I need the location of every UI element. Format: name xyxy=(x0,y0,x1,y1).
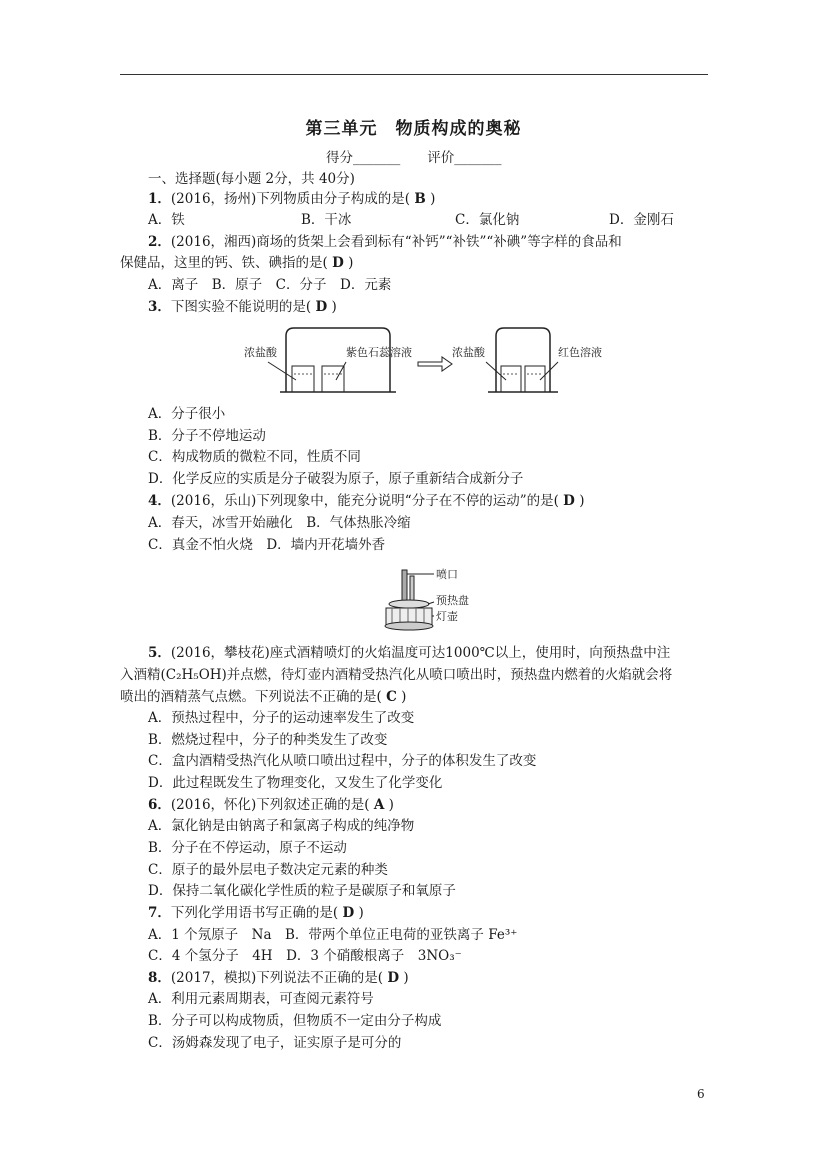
option-d: D．此过程既发生了物理变化，又发生了化学变化 xyxy=(148,775,443,791)
page-number: 6 xyxy=(697,1087,705,1101)
question-2-stem-line1 xyxy=(148,233,622,251)
question-3-stem xyxy=(148,298,337,316)
page-title: 第三单元 物质构成的奥秘 xyxy=(305,119,522,139)
answer: D xyxy=(387,970,400,986)
bell-jar xyxy=(496,328,550,392)
question-text: (2016，扬州)下列物质由分子构成的是( xyxy=(170,191,411,207)
question-number: 5． xyxy=(148,645,171,661)
question-7-stem xyxy=(148,904,364,922)
question-4-stem xyxy=(148,492,584,510)
options-row: A．1 个氖原子 Na B．带两个单位正电荷的亚铁离子 Fe³⁺ xyxy=(148,927,518,943)
question-number: 1． xyxy=(148,191,171,207)
question-2-stem-line2 xyxy=(120,254,353,272)
option-b: B．燃烧过程中，分子的种类发生了改变 xyxy=(148,732,388,748)
answer: D xyxy=(563,493,575,509)
option-a: A．预热过程中，分子的运动速率发生了改变 xyxy=(148,710,415,726)
figure-label: 红色溶液 xyxy=(558,346,602,359)
figure-label: 浓盐酸 xyxy=(452,346,485,359)
section-heading: 一、选择题(每小题 2分，共 40分) xyxy=(148,171,355,187)
question-text: 下图实验不能说明的是( xyxy=(170,299,312,315)
question-5-stem-line2: 入酒精(C₂H₅OH)并点燃，待灯壶内酒精受热汽化从喷口喷出时，预热盘内燃着的火焰就会将 xyxy=(120,667,673,683)
question-8-stem xyxy=(148,969,409,987)
question-number: 7． xyxy=(148,905,171,921)
question-text: (2016，攀枝花)座式酒精喷灯的火焰温度可达1000℃以上，使用时，向预热盘中注 xyxy=(170,645,671,661)
question-5-stem-line1 xyxy=(148,644,670,662)
question-number: 8． xyxy=(148,970,171,986)
options-row: C．真金不怕火烧 D．墙内开花墙外香 xyxy=(148,537,386,553)
paren-close: ) xyxy=(579,493,585,509)
option-a: A．分子很小 xyxy=(148,406,226,422)
option-b: B．干冰 xyxy=(301,212,352,228)
option-c: C．汤姆森发现了电子，证实原子是可分的 xyxy=(148,1035,402,1051)
question-number: 2． xyxy=(148,234,171,250)
preheat-tray xyxy=(389,600,429,608)
option-c: C．氯化钠 xyxy=(455,212,520,228)
question-text: (2017，模拟)下列说法不正确的是( xyxy=(170,970,384,986)
question-text: (2016，乐山)下列现象中，能充分说明“分子在不停的运动”的是( xyxy=(170,493,559,509)
option-d: D．化学反应的实质是分子破裂为原子，原子重新结合成新分子 xyxy=(148,471,524,487)
paren-close: ) xyxy=(403,970,409,986)
paren-close: ) xyxy=(388,797,394,813)
question-1-stem xyxy=(148,190,435,208)
question-text: 喷出的酒精蒸气点燃。下列说法不正确的是( xyxy=(120,689,382,705)
beaker xyxy=(501,366,521,392)
options-row: A．离子 B．原子 C．分子 D．元素 xyxy=(148,277,392,293)
answer: D xyxy=(332,255,344,271)
base xyxy=(385,622,433,630)
bell-jar xyxy=(286,328,390,392)
option-a: A．氯化钠是由钠离子和氯离子构成的纯净物 xyxy=(148,818,415,834)
option-b: B．分子在不停运动，原子不运动 xyxy=(148,840,347,856)
options-row: A．春天，冰雪开始融化 B．气体热胀冷缩 xyxy=(148,515,411,531)
answer: C xyxy=(386,689,397,705)
option-c: C．盒内酒精受热汽化从喷口喷出过程中，分子的体积发生了改变 xyxy=(148,753,537,769)
figure-label: 灯壶 xyxy=(436,610,458,623)
figure-label: 紫色石蕊溶液 xyxy=(346,346,412,359)
option-c: C．原子的最外层电子数决定元素的种类 xyxy=(148,862,388,878)
arrow-icon xyxy=(418,357,452,371)
figure-label: 喷口 xyxy=(436,568,458,581)
answer: A xyxy=(373,797,385,813)
leader-line xyxy=(540,362,558,380)
figure-label: 预热盘 xyxy=(436,594,469,607)
option-d: D．金刚石 xyxy=(609,212,674,228)
answer: B xyxy=(414,191,426,207)
question-text: 下列化学用语书写正确的是( xyxy=(170,905,339,921)
option-d: D．保持二氧化碳化学性质的粒子是碳原子和氧原子 xyxy=(148,883,456,899)
paren-close: ) xyxy=(331,299,337,315)
paren-close: ) xyxy=(430,191,436,207)
experiment-figure xyxy=(240,322,620,394)
score-line: 得分_______ 评价_______ xyxy=(326,150,502,166)
question-number: 3． xyxy=(148,299,171,315)
figure-label: 浓盐酸 xyxy=(244,346,277,359)
beaker xyxy=(322,366,344,392)
option-b: B．分子不停地运动 xyxy=(148,428,266,444)
question-number: 6． xyxy=(148,797,171,813)
beaker xyxy=(525,366,545,392)
option-c: C．构成物质的微粒不同，性质不同 xyxy=(148,449,361,465)
question-5-stem-line3 xyxy=(120,688,406,706)
alcohol-burner-figure xyxy=(376,566,486,632)
options-row: C．4 个氢分子 4H D．3 个硝酸根离子 3NO₃⁻ xyxy=(148,948,462,964)
question-text: (2016，湘西)商场的货架上会看到标有“补钙”“补铁”“补碘”等字样的食品和 xyxy=(170,234,622,250)
question-text: 保健品，这里的钙、铁、碘指的是( xyxy=(120,255,328,271)
option-b: B．分子可以构成物质，但物质不一定由分子构成 xyxy=(148,1013,442,1029)
paren-close: ) xyxy=(401,689,407,705)
answer: D xyxy=(315,299,328,315)
option-a: A．利用元素周期表，可查阅元素符号 xyxy=(148,991,374,1007)
header-rule xyxy=(120,74,708,75)
question-number: 4． xyxy=(148,493,171,509)
option-a: A．铁 xyxy=(148,212,185,228)
paren-close: ) xyxy=(358,905,364,921)
answer: D xyxy=(342,905,355,921)
paren-close: ) xyxy=(348,255,354,271)
question-text: (2016，怀化)下列叙述正确的是( xyxy=(170,797,370,813)
question-6-stem xyxy=(148,796,394,814)
